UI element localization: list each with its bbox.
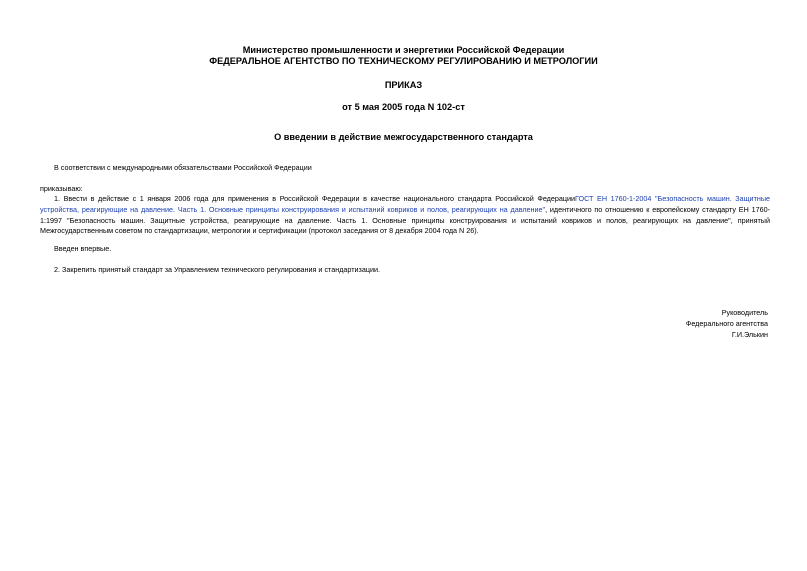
- document-subject: О введении в действие межгосударственного стандарта: [274, 132, 533, 142]
- document-type: ПРИКАЗ: [384, 80, 423, 90]
- signature-position: Руководитель: [721, 308, 768, 317]
- signature-name: Г.И.Элькин: [731, 330, 768, 339]
- item-1-paragraph: [40, 194, 770, 237]
- order-word: приказываю:: [40, 184, 83, 193]
- gost-standard-link[interactable]: ГОСТ ЕН 1760-1-2004 "Безопасность машин. Защитные устройства, реагирующие на давление. Часть 1. Основные принципы конструирования и испытаний ковриков и полов, реагирующих на давление": [40, 194, 770, 214]
- preamble-text: В соответствии с международными обязательствами Российской Федерации: [54, 163, 312, 172]
- document-date-number: от 5 мая 2005 года N 102-ст: [342, 102, 465, 112]
- item-1-text-end: , идентичного по отношению к европейскому стандарту ЕН 1760-1:1997 "Безопасность машин. Защитные устройства, реагирующие на давление. Часть 1. Основные принципы конструирования и испытаний ковриков и полов, реагирующих на давление", принятый Межгосударственным советом по стандартизации, метрологии и сертификации (протокол заседания от 8 декабря 2004 года N 26).: [40, 204, 770, 236]
- introduced-first-note: Введен впервые.: [54, 244, 112, 253]
- item-2-paragraph: 2. Закрепить принятый стандарт за Управлением технического регулирования и стандартизации.: [54, 265, 380, 274]
- item-1-text-start: 1. Ввести в действие с 1 января 2006 года для применения в Российской Федерации в качестве национального стандарта Российской Федерации: [54, 194, 576, 203]
- agency-title: ФЕДЕРАЛЬНОЕ АГЕНТСТВО ПО ТЕХНИЧЕСКОМУ РЕГУЛИРОВАНИЮ И МЕТРОЛОГИИ: [209, 56, 598, 66]
- signature-organization: Федерального агентства: [685, 319, 768, 328]
- ministry-title: Министерство промышленности и энергетики Российской Федерации: [242, 45, 565, 55]
